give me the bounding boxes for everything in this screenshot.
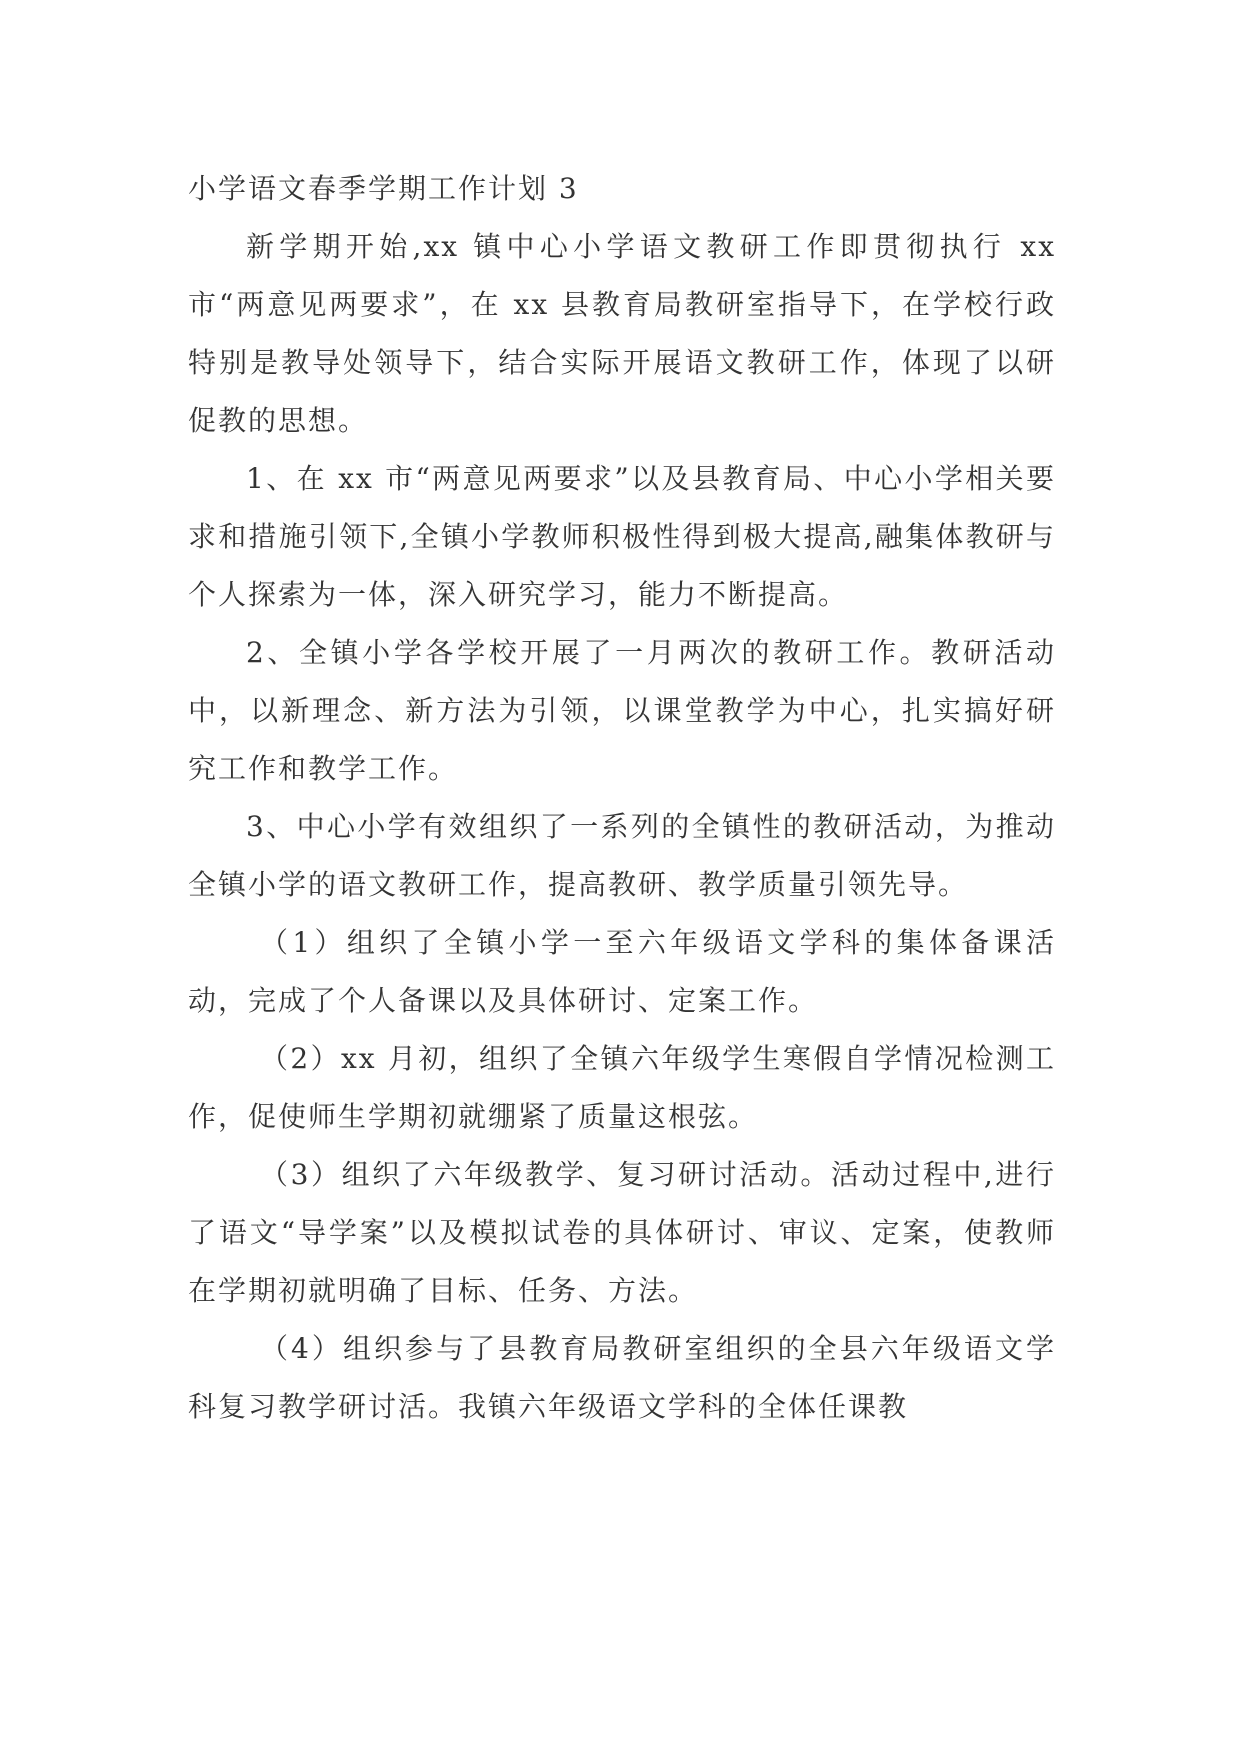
paragraph-subitem-1: （1）组织了全镇小学一至六年级语文学科的集体备课活动，完成了个人备课以及具体研讨、定案工作。 xyxy=(188,926,1056,1017)
document-page xyxy=(188,160,1056,1436)
paragraph-intro: 新学期开始,xx 镇中心小学语文教研工作即贯彻执行 xx 市“两意见两要求”，在 xx 县教育局教研室指导下，在学校行政特别是教导处领导下，结合实际开展语文教研工作，体现了以研促教的思想。 xyxy=(188,230,1056,437)
paragraph-item-2: 2、全镇小学各学校开展了一月两次的教研工作。教研活动中，以新理念、新方法为引领，以课堂教学为中心，扎实搞好研究工作和教学工作。 xyxy=(188,636,1056,785)
paragraph-subitem-3: （3）组织了六年级教学、复习研讨活动。活动过程中,进行了语文“导学案”以及模拟试卷的具体研讨、审议、定案，使教师在学期初就明确了目标、任务、方法。 xyxy=(188,1158,1056,1307)
paragraph-subitem-4: （4）组织参与了县教育局教研室组织的全县六年级语文学科复习教学研讨活。我镇六年级语文学科的全体任课教 xyxy=(188,1332,1056,1423)
paragraph-subitem-2: （2）xx 月初，组织了全镇六年级学生寒假自学情况检测工作，促使师生学期初就绷紧了质量这根弦。 xyxy=(188,1042,1056,1133)
document-title: 小学语文春季学期工作计划 3 xyxy=(188,172,579,205)
paragraph-item-3: 3、中心小学有效组织了一系列的全镇性的教研活动，为推动全镇小学的语文教研工作，提高教研、教学质量引领先导。 xyxy=(188,810,1056,901)
paragraph-item-1: 1、在 xx 市“两意见两要求”以及县教育局、中心小学相关要求和措施引领下,全镇小学教师积极性得到极大提高,融集体教研与个人探索为一体，深入研究学习，能力不断提高。 xyxy=(188,462,1056,611)
